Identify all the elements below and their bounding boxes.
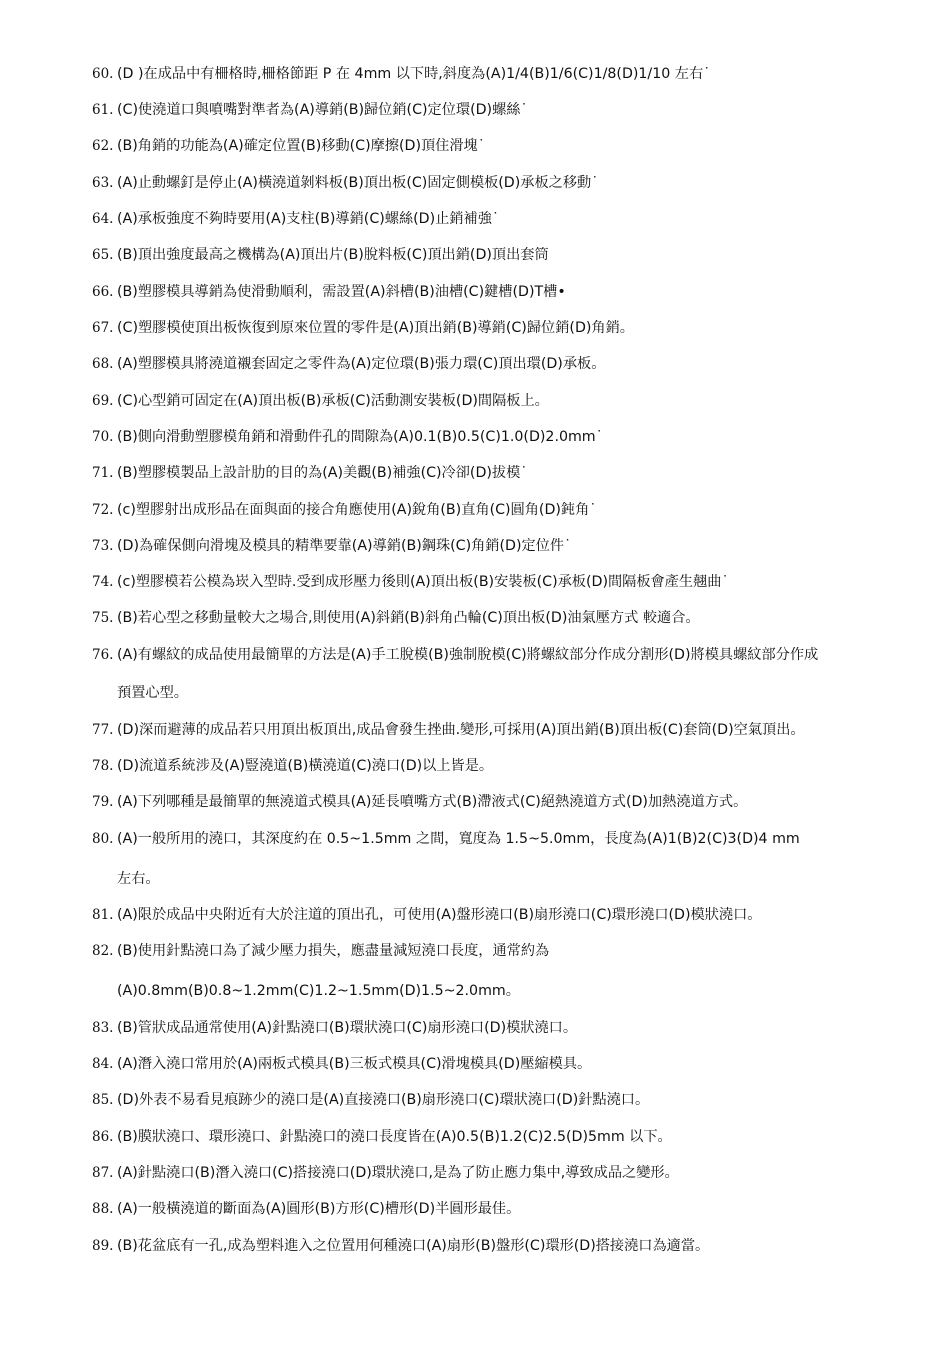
question-text: (B)塑膠模製品上設計肋的目的為(A)美觀(B)補強(C)冷卻(D)拔模˙: [117, 465, 528, 481]
question-text: (A)塑膠模具將澆道襯套固定之零件為(A)定位環(B)張力環(C)頂出環(D)承板。: [117, 356, 606, 372]
question-text: (D )在成品中有柵格時,柵格節距 P 在 4mm 以下時,斜度為(A)1/4(B)1/6(C)1/8(D)1/10 左右˙: [117, 66, 711, 82]
question-number: 88.: [92, 1201, 114, 1217]
question-text: (D)深而避薄的成品若只用頂出板頂出,成品會發生挫曲.變形,可採用(A)頂出銷(B)頂出板(C)套筒(D)空氣頂出。: [117, 722, 805, 738]
question-74: [92, 573, 902, 591]
question-number: 82.: [92, 943, 114, 959]
question-number: 79.: [92, 794, 114, 810]
question-text: (A)有螺紋的成品使用最簡單的方法是(A)手工脫模(B)強制脫模(C)將螺紋部分作成分割形(D)將模具螺紋部分作成: [117, 647, 819, 663]
question-number: 77.: [92, 722, 114, 738]
question-78: [92, 757, 902, 775]
question-text: (B)塑膠模具導銷為使滑動順利，需設置(A)斜槽(B)油槽(C)鍵槽(D)T槽•: [117, 284, 566, 300]
question-text: (B)膜狀澆口、環形澆口、針點澆口的澆口長度皆在(A)0.5(B)1.2(C)2.5(D)5mm 以下。: [117, 1129, 672, 1145]
question-text: (B)使用針點澆口為了減少壓力損失，應盡量減短澆口長度，通常約為: [117, 943, 550, 959]
question-text: (c)塑膠射出成形品在面與面的接合角應使用(A)銳角(B)直角(C)圓角(D)鈍角˙: [117, 502, 597, 518]
question-number: 69.: [92, 393, 114, 409]
question-text: (D)流道系統涉及(A)豎澆道(B)橫澆道(C)澆口(D)以上皆是。: [117, 758, 494, 774]
question-76: [92, 646, 902, 664]
question-number: 78.: [92, 758, 114, 774]
question-68: [92, 355, 902, 373]
question-number: 65.: [92, 247, 114, 263]
question-number: 68.: [92, 356, 114, 372]
question-number: 71.: [92, 465, 114, 481]
question-number: 67.: [92, 320, 114, 336]
question-64: [92, 210, 902, 228]
question-71: [92, 464, 902, 482]
question-text: (C)塑膠模使頂出板恢復到原來位置的零件是(A)頂出銷(B)導銷(C)歸位銷(D)角銷。: [117, 320, 634, 336]
question-86: [92, 1128, 902, 1146]
question-67: [92, 319, 902, 337]
question-text: (A)潛入澆口常用於(A)兩板式模具(B)三板式模具(C)滑塊模具(D)壓縮模具。: [117, 1056, 592, 1072]
question-82-continuation: (A)0.8mm(B)0.8~1.2mm(C)1.2~1.5mm(D)1.5~2.0mm。: [117, 983, 520, 999]
question-text: (B)頂出強度最高之機構為(A)頂出片(B)脫料板(C)頂出銷(D)頂出套筒: [117, 247, 549, 263]
question-number: 62.: [92, 138, 114, 154]
question-84: [92, 1055, 902, 1073]
question-text: (A)限於成品中央附近有大於注道的頂出孔，可使用(A)盤形澆口(B)扇形澆口(C)環形澆口(D)模狀澆口。: [117, 907, 762, 923]
question-number: 64.: [92, 211, 114, 227]
question-60: [92, 65, 902, 83]
question-text: (B)管狀成品通常使用(A)針點澆口(B)環狀澆口(C)扇形澆口(D)模狀澆口。: [117, 1020, 578, 1036]
question-number: 73.: [92, 538, 114, 554]
question-text: (A)止動螺釘是停止(A)橫澆道剝料板(B)頂出板(C)固定側模板(D)承板之移動˙: [117, 175, 599, 191]
question-text: (C)心型銷可固定在(A)頂出板(B)承板(C)活動測安裝板(D)間隔板上。: [117, 393, 549, 409]
question-text: (A)一般橫澆道的斷面為(A)圓形(B)方形(C)槽形(D)半圓形最佳。: [117, 1201, 521, 1217]
question-79: [92, 793, 902, 811]
question-65: [92, 246, 902, 264]
question-text: (A)一般所用的澆口，其深度約在 0.5~1.5mm 之間，寬度為 1.5~5.0mm，長度為(A)1(B)2(C)3(D)4 mm: [117, 831, 800, 847]
question-number: 70.: [92, 429, 114, 445]
question-number: 72.: [92, 502, 114, 518]
question-text: (c)塑膠模若公模為崁入型時.受到成形壓力後則(A)頂出板(B)安裝板(C)承板(D)間隔板會產生翹曲˙: [117, 574, 729, 590]
question-69: [92, 392, 902, 410]
question-number: 61.: [92, 102, 114, 118]
question-73: [92, 537, 902, 555]
question-89: [92, 1237, 902, 1255]
question-text: (D)為確保側向滑塊及模具的精準要靠(A)導銷(B)鋼珠(C)角銷(D)定位件˙: [117, 538, 572, 554]
question-text: (B)角銷的功能為(A)確定位置(B)移動(C)摩擦(D)頂住滑塊˙: [117, 138, 485, 154]
question-70: [92, 428, 902, 446]
question-text: (A)針點澆口(B)潛入澆口(C)搭接澆口(D)環狀澆口,是為了防止應力集中,導致成品之變形。: [117, 1165, 679, 1181]
question-85: [92, 1091, 902, 1109]
question-text: (A)承板強度不夠時要用(A)支柱(B)導銷(C)螺絲(D)止銷補強˙: [117, 211, 499, 227]
question-66: [92, 283, 902, 301]
question-number: 75.: [92, 610, 114, 626]
question-83: [92, 1019, 902, 1037]
question-61: [92, 101, 902, 119]
question-number: 85.: [92, 1092, 114, 1108]
question-text: (B)側向滑動塑膠模角銷和滑動件孔的間隙為(A)0.1(B)0.5(C)1.0(D)2.0mm˙: [117, 429, 603, 445]
question-text: (C)使澆道口與噴嘴對準者為(A)導銷(B)歸位銷(C)定位環(D)螺絲˙: [117, 102, 528, 118]
question-80: [92, 830, 902, 848]
question-63: [92, 174, 902, 192]
question-81: [92, 906, 902, 924]
question-number: 87.: [92, 1165, 114, 1181]
question-number: 60.: [92, 66, 114, 82]
question-number: 80.: [92, 831, 114, 847]
question-number: 76.: [92, 647, 114, 663]
question-76-continuation: 預置心型。: [117, 685, 188, 701]
question-text: (B)若心型之移動量較大之場合,則使用(A)斜銷(B)斜角凸輪(C)頂出板(D)油氣壓方式 較適合。: [117, 610, 700, 626]
question-number: 83.: [92, 1020, 114, 1036]
question-text: (B)花盆底有一孔,成為塑料進入之位置用何種澆口(A)扇形(B)盤形(C)環形(D)搭接澆口為適當。: [117, 1238, 710, 1254]
question-77: [92, 721, 902, 739]
question-82: [92, 942, 902, 960]
question-number: 89.: [92, 1238, 114, 1254]
question-72: [92, 501, 902, 519]
question-number: 86.: [92, 1129, 114, 1145]
question-80-continuation: 左右。: [117, 871, 160, 887]
question-text: (A)下列哪種是最簡單的無澆道式模具(A)延長噴嘴方式(B)滯液式(C)絕熱澆道方式(D)加熱澆道方式。: [117, 794, 748, 810]
question-62: [92, 137, 902, 155]
question-text: (D)外表不易看見痕跡少的澆口是(A)直接澆口(B)扇形澆口(C)環狀澆口(D)針點澆口。: [117, 1092, 650, 1108]
question-88: [92, 1200, 902, 1218]
question-75: [92, 609, 902, 627]
question-number: 66.: [92, 284, 114, 300]
question-number: 74.: [92, 574, 114, 590]
question-87: [92, 1164, 902, 1182]
question-number: 81.: [92, 907, 114, 923]
question-number: 84.: [92, 1056, 114, 1072]
question-number: 63.: [92, 175, 114, 191]
